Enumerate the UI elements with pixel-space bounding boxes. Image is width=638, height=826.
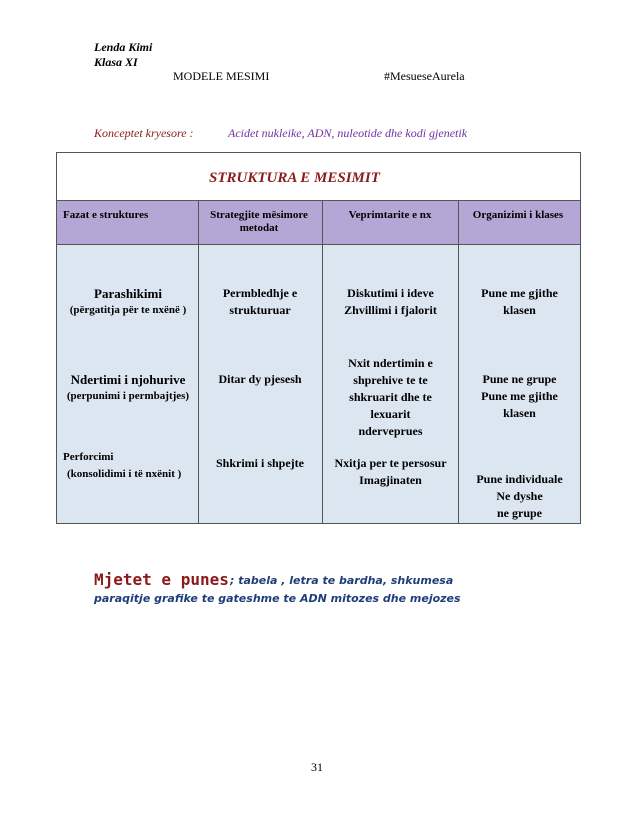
organization-line: klasen — [503, 303, 536, 317]
table-row-strategy — [199, 371, 321, 388]
subject-label: Lenda Kimi — [94, 40, 153, 54]
tools-line-1: ; tabela , letra te bardha, shkumesa — [230, 574, 454, 587]
organization-line: Pune ne grupe — [482, 372, 557, 386]
activity-line: shkruarit dhe te — [349, 390, 432, 404]
activity-line: Zhvillimi i fjalorit — [344, 303, 437, 317]
organization-line: Ne dyshe — [496, 489, 543, 503]
activity-line: Nxit ndertimin e — [348, 356, 433, 370]
strategy-line: strukturuar — [229, 303, 291, 317]
phase-name: Perforcimi — [63, 451, 114, 463]
phase-name: Parashikimi — [94, 286, 162, 301]
activity-line: Imagjinaten — [359, 473, 422, 487]
organization-line: klasen — [503, 406, 536, 420]
class-label: Klasa XI — [94, 55, 138, 69]
table-row-strategy — [199, 285, 321, 319]
organization-line: Pune me gjithe — [481, 286, 558, 300]
table-title: STRUKTURA E MESIMIT — [209, 170, 380, 186]
concepts-label: Konceptet kryesore : — [94, 126, 194, 140]
table-title-row — [57, 153, 580, 201]
header-phase: Fazat e struktures — [63, 209, 149, 221]
header-organization: Organizimi i klases — [472, 209, 564, 221]
organization-line: Pune individuale — [476, 472, 563, 486]
table-row-activity — [323, 285, 458, 319]
header-activity: Veprimtarite e nx — [348, 209, 432, 221]
header-strategy: Strategjite mësimore metodat — [210, 209, 308, 234]
activity-line: shprehive te te — [353, 373, 428, 387]
page-number: 31 — [311, 760, 323, 774]
table-row-phase — [63, 449, 197, 483]
tools-title: Mjetet e punes — [94, 570, 229, 589]
activity-line: Diskutimi i ideve — [347, 286, 434, 300]
table-row-activity — [323, 355, 458, 440]
activity-line: nderveprues — [358, 424, 423, 438]
phase-subtitle: (perpunimi i permbajtjes) — [66, 390, 190, 402]
table-row-organization — [459, 471, 580, 522]
strategy-line: Ditar dy pjesesh — [218, 372, 302, 386]
tools-line-2: paraqitje grafike te gateshme te ADN mitozes dhe mejozes — [94, 592, 461, 605]
organization-line: ne grupe — [497, 506, 542, 520]
column-divider — [198, 201, 199, 523]
organization-line: Pune me gjithe — [481, 389, 558, 403]
hashtag: #MesueseAurela — [384, 69, 465, 83]
phase-name: Ndertimi i njohurive — [70, 372, 186, 387]
activity-line: lexuarit — [370, 407, 411, 421]
lesson-structure-table — [56, 152, 581, 524]
table-row-organization — [459, 371, 580, 422]
table-row-strategy — [199, 455, 321, 472]
table-row-activity — [323, 455, 458, 489]
concepts-value: Acidet nukleike, ADN, nuleotide dhe kodi gjenetik — [228, 126, 468, 140]
phase-subtitle: (përgatitja për te nxënë ) — [69, 304, 187, 316]
activity-line: Nxitja per te persosur — [334, 456, 447, 470]
strategy-line: Shkrimi i shpejte — [215, 456, 304, 470]
table-header-row — [57, 201, 580, 245]
document-title: MODELE MESIMI — [173, 69, 270, 83]
phase-subtitle: (konsolidimi i të nxënit ) — [67, 468, 182, 480]
table-row-organization — [459, 285, 580, 319]
table-row-phase — [59, 371, 197, 405]
strategy-line: Permbledhje e — [222, 286, 298, 300]
table-row-phase — [59, 285, 197, 319]
